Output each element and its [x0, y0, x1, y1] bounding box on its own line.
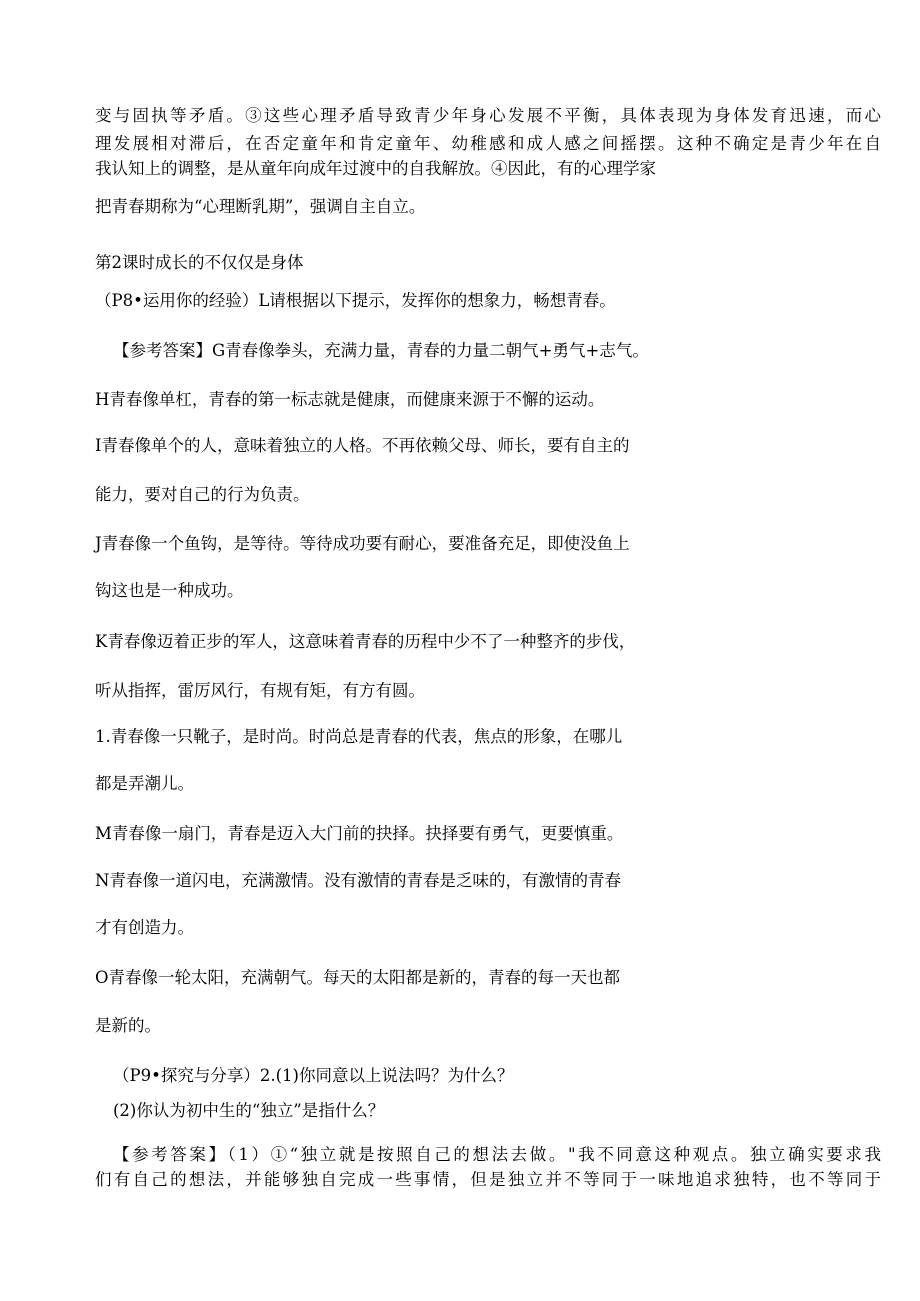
- answer-line: H青春像单杠，青春的第一标志就是健康，而健康来源于不懈的运动。: [95, 390, 605, 409]
- exercise-prompt: (2)你认为初中生的“独立”是指什么？: [113, 1101, 385, 1120]
- answer-line: I青春像单个的人，意味着独立的人格。不再依赖父母、师长，要有自主的: [95, 436, 630, 455]
- answer-line: 能力，要对自己的行为负责。: [95, 485, 310, 504]
- answer-line: J青春像一个鱼钩，是等待。等待成功要有耐心，要准备充足，即使没鱼上: [95, 534, 630, 553]
- body-line: 我认知上的调整，是从童年向成年过渡中的自我解放。④因此，有的心理学家: [95, 159, 656, 178]
- answer-line: 都是弄潮儿。: [95, 774, 194, 793]
- answer-line: 【参考答案】G青春像拳头，充满力量，青春的力量二朝气+勇气+志气。: [113, 341, 649, 360]
- answer-line: 才有创造力。: [95, 918, 194, 937]
- answer-line: 钩这也是一种成功。: [95, 581, 244, 600]
- section-heading: 第2课时成长的不仅仅是身体: [95, 253, 304, 272]
- answer-line: N青春像一道闪电，充满激情。没有激情的青春是乏味的，有激情的青春: [95, 871, 621, 890]
- body-line: 变与固执等矛盾。③这些心理矛盾导致青少年身心发展不平衡，具体表现为身体发育迅速，而心: [95, 106, 881, 125]
- answer-line: 是新的。: [95, 1016, 161, 1035]
- answer-line: 听从指挥，雷厉风行，有规有矩，有方有圆。: [95, 681, 425, 700]
- answer-line: M青春像一扇门，青春是迈入大门前的抉择。抉择要有勇气，更要慎重。: [95, 824, 624, 843]
- answer-line: 1.青春像一只靴子，是时尚。时尚总是青春的代表，焦点的形象，在哪儿: [95, 727, 623, 746]
- body-line: 把青春期称为“心理断乳期”，强调自主自立。: [95, 197, 426, 216]
- answer-line: K青春像迈着正步的军人，这意味着青春的历程中少不了一种整齐的步伐，: [95, 632, 636, 651]
- exercise-prompt: （P9•探究与分享）2.(1)你同意以上说法吗？为什么？: [113, 1066, 514, 1085]
- answer-line: 【参考答案】（1）①“独立就是按照自己的想法去做。"我不同意这种观点。独立确实要求我: [113, 1145, 881, 1164]
- answer-line: 们有自己的想法，并能够独自完成一些事情，但是独立并不等同于一味地追求独特，也不等同于: [95, 1170, 881, 1189]
- body-line: 理发展相对滞后，在否定童年和肯定童年、幼稚感和成人感之间摇摆。这种不确定是青少年在自: [95, 134, 881, 153]
- answer-line: O青春像一轮太阳，充满朝气。每天的太阳都是新的，青春的每一天也都: [95, 968, 621, 987]
- exercise-prompt: （P8•运用你的经验）L请根据以下提示，发挥你的想象力，畅想青春。: [95, 291, 616, 310]
